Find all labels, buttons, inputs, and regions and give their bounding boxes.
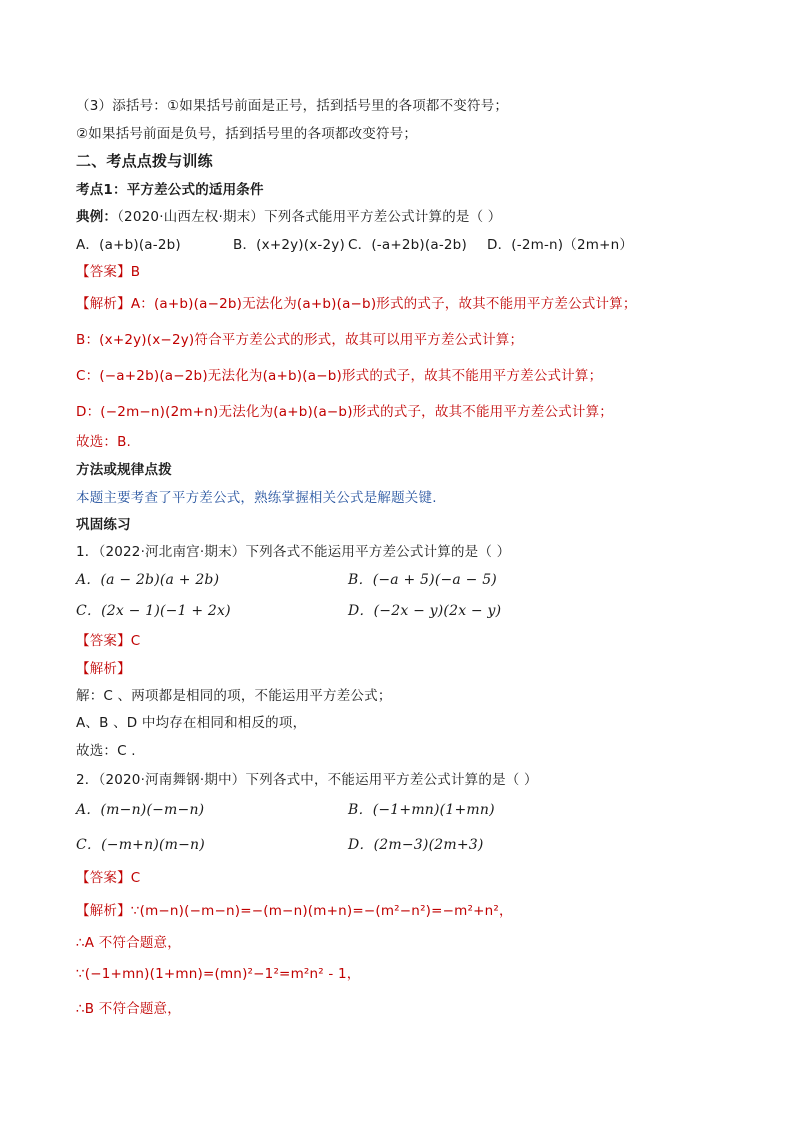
rule-add-brackets-1: （3）添括号：①如果括号前面是正号，括到括号里的各项都不变符号； [76,98,509,114]
question-1-option-b: B．(−a + 5)(−a − 5) [348,572,497,588]
question-1: 1．（2022·河北南宫·期末）下列各式不能运用平方差公式计算的是（ ） [76,544,511,560]
example-option-c: C．(-a+2b)(a-2b) [348,237,467,253]
question-2-option-c: C．(−m+n)(m−n) [76,837,205,853]
question-2-option-d: D．(2m−3)(2m+3) [348,837,484,853]
analysis-label: 【解析】 [76,296,131,312]
kaodian-heading: 考点1：平方差公式的适用条件 [76,182,264,198]
method-text: 本题主要考查了平方差公式，熟练掌握相关公式是解题关键. [76,490,437,506]
example-option-d: D．(-2m-n)（2m+n） [487,237,634,253]
example-label: 典例： [76,209,118,225]
question-2-option-b: B．(−1+mn)(1+mn) [348,802,495,818]
example-question [76,207,502,227]
example-option-b: B．(x+2y)(x-2y) [233,237,345,253]
question-1-options-ab [76,570,497,590]
question-2-analysis-3: ∵(−1+mn)(1+mn)=(mn)²−1²=m²n² - 1， [76,966,361,982]
section-heading: 二、考点点拨与训练 [76,152,213,170]
question-1-option-d: D．(−2x − y)(2x − y) [348,603,502,619]
question-2-options-cd [76,835,484,855]
question-2-analysis-1-text: ∵(m−n)(−m−n)=−(m−n)(m+n)=−(m²−n²)=−m²+n²， [130,903,513,919]
practice-heading: 巩固练习 [76,517,131,533]
question-1-conclusion: 故选：C . [76,743,136,759]
question-1-options-cd [76,601,502,621]
example-analysis-b: B：(x+2y)(x−2y)符合平方差公式的形式，故其可以用平方差公式计算； [76,332,524,348]
question-1-option-a: A．(a − 2b)(a + 2b) [76,572,220,588]
example-options [76,235,634,255]
method-heading: 方法或规律点拨 [76,462,172,478]
question-1-option-c: C．(2x − 1)(−1 + 2x) [76,603,231,619]
question-2-options-ab [76,800,495,820]
question-2-option-a: A．(m−n)(−m−n) [76,802,205,818]
example-conclusion: 故选：B. [76,434,132,450]
question-1-answer: 【答案】C [76,633,141,649]
example-analysis-c: C：(−a+2b)(a−2b)无法化为(a+b)(a−b)形式的式子，故其不能用平方差公式计算； [76,368,603,384]
example-analysis-a [76,294,637,314]
example-analysis-d: D：(−2m−n)(2m+n)无法化为(a+b)(a−b)形式的式子，故其不能用平方差公式计算； [76,404,613,420]
question-2: 2．（2020·河南舞钢·期中）下列各式中，不能运用平方差公式计算的是（ ） [76,772,538,788]
question-1-solution-1: 解：C 、两项都是相同的项，不能运用平方差公式； [76,688,392,704]
question-2-answer: 【答案】C [76,870,141,886]
question-2-analysis-1 [76,901,513,921]
example-text: （2020·山西左权·期末）下列各式能用平方差公式计算的是（ ） [117,209,502,225]
analysis-a-text: A：(a+b)(a−2b)无法化为(a+b)(a−b)形式的式子，故其不能用平方差公式计算； [130,296,637,312]
question-2-analysis-4: ∴B 不符合题意， [76,1001,181,1017]
question-2-analysis-label: 【解析】 [76,903,131,919]
example-option-a: A．(a+b)(a-2b) [76,237,181,253]
question-1-analysis-label: 【解析】 [76,661,131,677]
example-answer: 【答案】B [76,264,141,280]
question-2-analysis-2: ∴A 不符合题意， [76,935,181,951]
question-1-solution-2: A、B 、D 中均存在相同和相反的项， [76,715,307,731]
rule-add-brackets-2: ②如果括号前面是负号，括到括号里的各项都改变符号； [76,126,418,142]
